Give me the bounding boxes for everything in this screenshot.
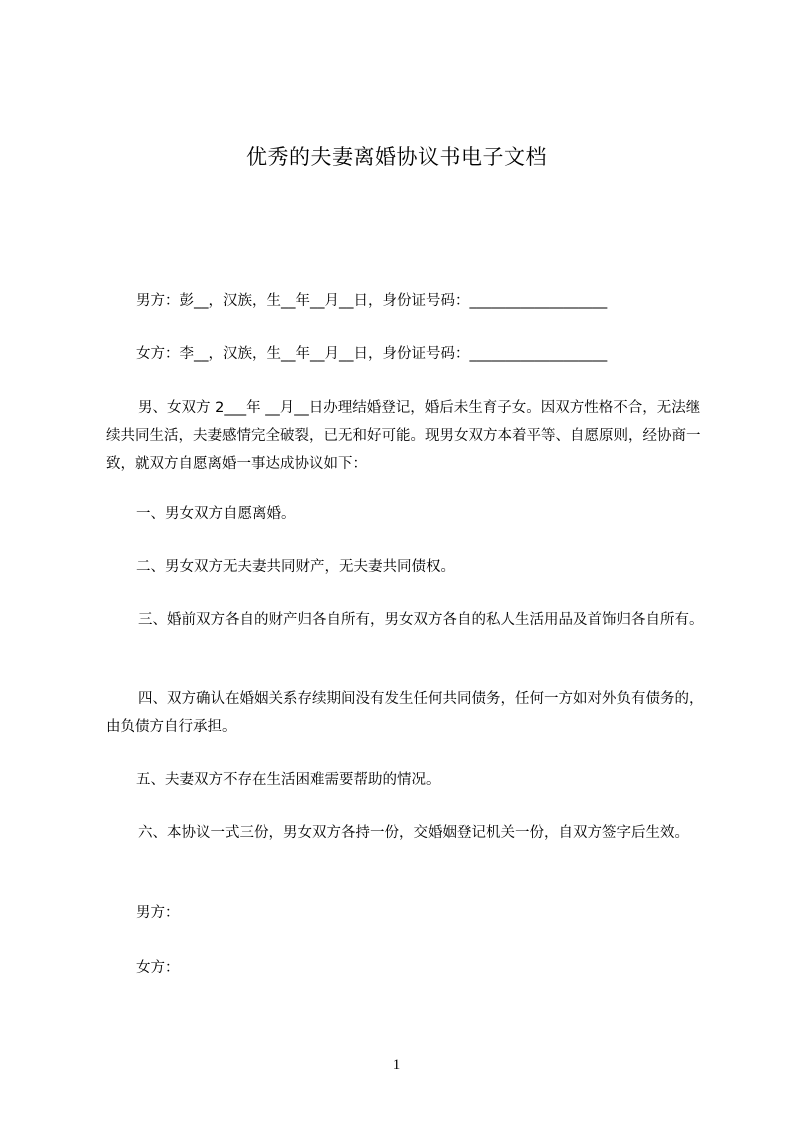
male-party-info: 男方：彭__，汉族，生__年__月__日，身份证号码：___________________ (136, 293, 608, 309)
clause-1: 一、男女双方自愿离婚。 (136, 506, 296, 522)
clause-2: 二、男女双方无夫妻共同财产，无夫妻共同债权。 (136, 559, 455, 575)
clause-5: 五、夫妻双方不存在生活困难需要帮助的情况。 (136, 772, 441, 788)
male-signature-line: 男方： (136, 905, 180, 921)
clause-3: 三、婚前双方各自的财产归各自所有，男女双方各自的私人生活用品及首饰归各自所有。 (138, 612, 704, 628)
female-party-info: 女方：李__，汉族，生__年__月__日，身份证号码：___________________ (136, 346, 608, 362)
clause-4: 四、双方确认在婚姻关系存续期间没有发生任何共同债务，任何一方如对外负有债务的，由负债方自行承担。 (106, 691, 704, 735)
intro-paragraph: 男、女双方 2___年 __月__日办理结婚登记，婚后未生育子女。因双方性格不合，无法继续共同生活，夫妻感情完全破裂，已无和好可能。现男女双方本着平等、自愿原则，经协商一致，就双方自愿离婚一事达成协议如下： (106, 400, 701, 472)
clause-6: 六、本协议一式三份，男女双方各持一份，交婚姻登记机关一份，自双方签字后生效。 (138, 825, 689, 841)
document-title: 优秀的夫妻离婚协议书电子文档 (246, 145, 547, 169)
female-signature-line: 女方： (136, 960, 180, 976)
page-number: 1 (392, 1057, 401, 1073)
